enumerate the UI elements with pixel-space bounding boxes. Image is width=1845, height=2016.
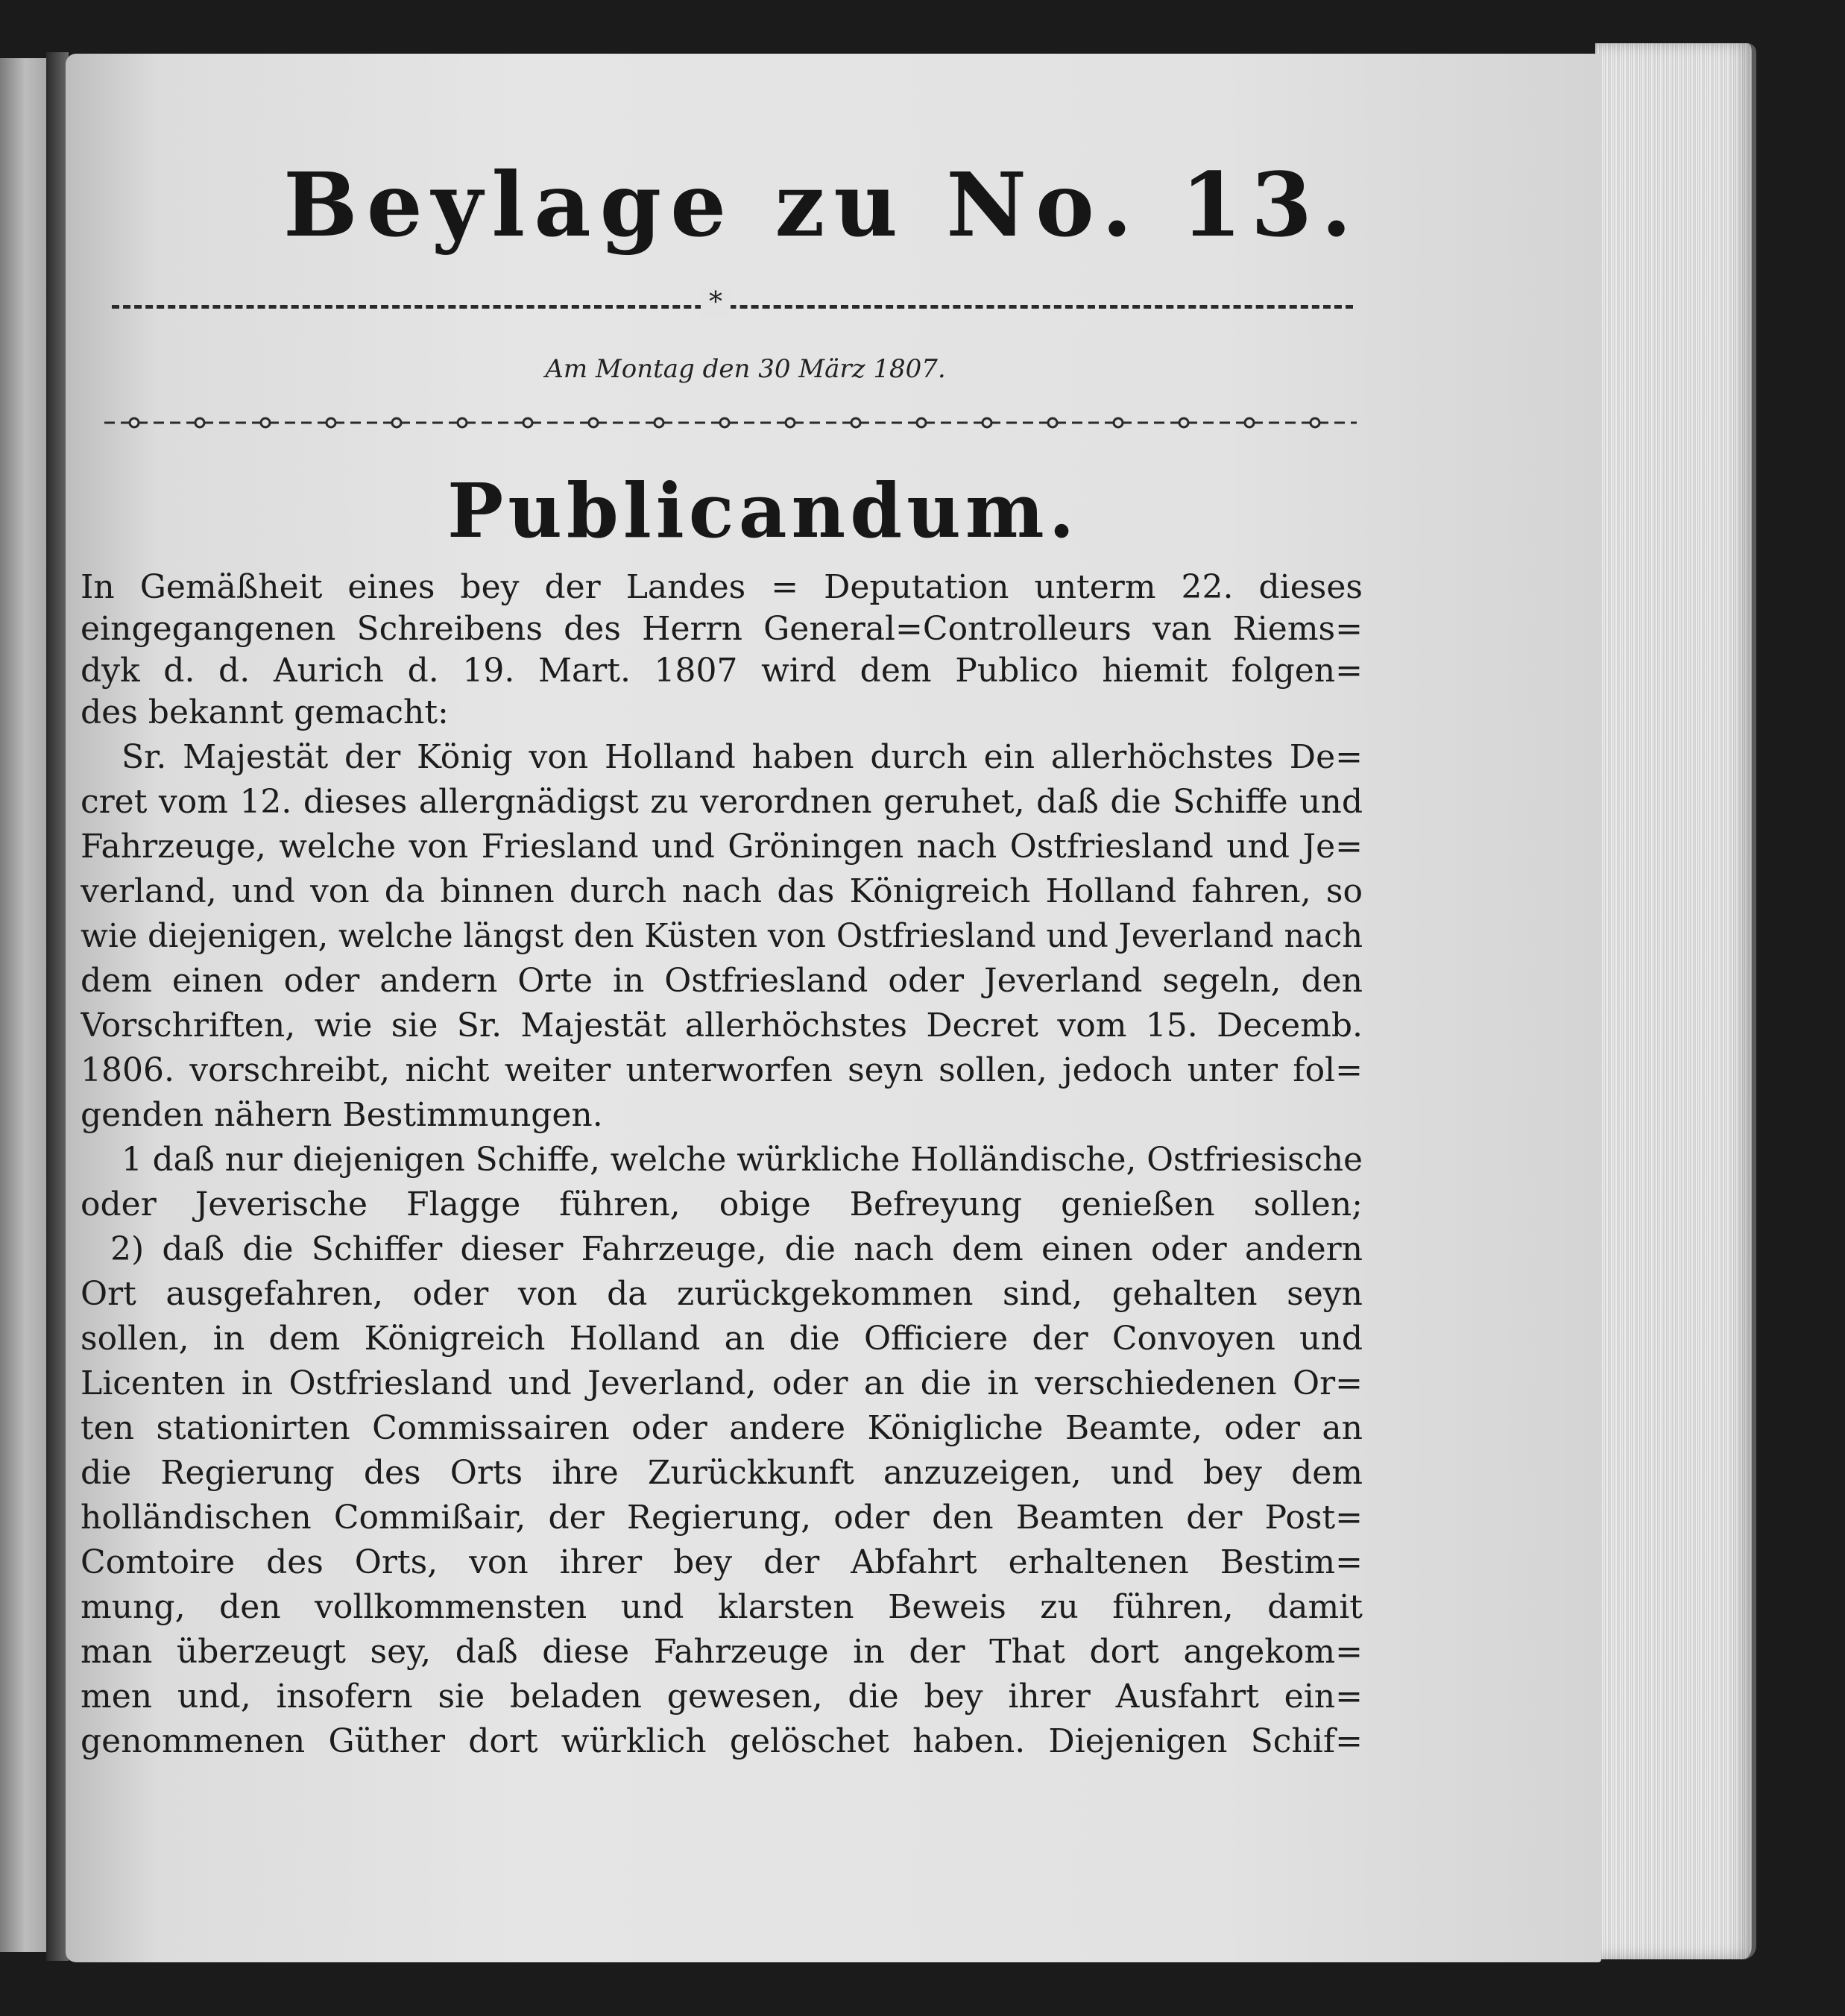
text-line: sollen, in dem Königreich Holland an die Officiere der Convoyen und — [81, 1320, 1363, 1358]
text-line: eingegangenen Schreibens des Herrn General=Controlleurs van Riems= — [81, 610, 1363, 648]
text-line: cret vom 12. dieses allergnädigst zu verordnen geruhet, daß die Schiffe und — [81, 783, 1363, 821]
bead — [1048, 418, 1057, 427]
beaded-separator — [104, 414, 1357, 432]
text-line: holländischen Commißair, der Regierung, oder den Beamten der Post= — [81, 1499, 1363, 1537]
text-line: Ort ausgefahren, oder von da zurückgekommen sind, gehalten seyn — [81, 1275, 1363, 1313]
bead — [458, 418, 467, 427]
text-line: verland, und von da binnen durch nach das Königreich Holland fahren, so — [81, 872, 1363, 910]
text-line: Comtoire des Orts, von ihrer bey der Abfahrt erhaltenen Bestim= — [81, 1543, 1363, 1581]
text-line: dem einen oder andern Orte in Ostfriesland oder Jeverland segeln, den — [81, 962, 1363, 1000]
text-line: dyk d. d. Aurich d. 19. Mart. 1807 wird dem Publico hiemit folgen= — [81, 652, 1363, 690]
bead — [392, 418, 401, 427]
text-line: Vorschriften, wie sie Sr. Majestät allerhöchstes Decret vom 15. Decemb. — [81, 1007, 1363, 1045]
bead — [589, 418, 598, 427]
text-line: oder Jeverische Flagge führen, obige Befreyung genießen sollen; — [81, 1185, 1363, 1223]
bead — [983, 418, 991, 427]
dateline: Am Montag den 30 März 1807. — [545, 354, 946, 384]
bead — [786, 418, 795, 427]
text-line: men und, insofern sie beladen gewesen, die bey ihrer Ausfahrt ein= — [81, 1678, 1363, 1716]
text-line: Sr. Majestät der König von Holland haben durch ein allerhöchstes De= — [122, 738, 1363, 776]
bead — [130, 418, 139, 427]
text-line: ten stationirten Commissairen oder andere Königliche Beamte, oder an — [81, 1409, 1363, 1447]
bead — [1311, 418, 1319, 427]
text-line: des bekannt gemacht: — [81, 693, 449, 731]
dashed-separator — [112, 287, 1353, 318]
article-heading: Publicandum. — [447, 467, 1079, 555]
text-line: Fahrzeuge, welche von Friesland und Gröningen nach Ostfriesland und Je= — [81, 828, 1363, 866]
text-line: 1 daß nur diejenigen Schiffe, welche würkliche Holländische, Ostfriesische — [122, 1141, 1363, 1179]
bead — [1179, 418, 1188, 427]
article-body — [81, 567, 1363, 1819]
text-line: 1806. vorschreibt, nicht weiter unterworfen seyn sollen, jedoch unter fol= — [81, 1051, 1363, 1089]
text-line: Licenten in Ostfriesland und Jeverland, oder an die in verschiedenen Or= — [81, 1364, 1363, 1402]
text-line: man überzeugt sey, daß diese Fahrzeuge in der That dort angekom= — [81, 1633, 1363, 1671]
bead — [655, 418, 663, 427]
bead — [851, 418, 860, 427]
dashed-rule — [112, 305, 1353, 309]
supplement-title: Beylage zu No. 13. — [283, 153, 1361, 256]
text-line: In Gemäßheit eines bey der Landes = Deputation unterm 22. dieses — [81, 568, 1363, 606]
page-block-edges — [1595, 43, 1756, 1959]
text-line: die Regierung des Orts ihre Zurückkunft anzuzeigen, und bey dem — [81, 1454, 1363, 1492]
bead — [1114, 418, 1123, 427]
bead — [917, 418, 926, 427]
bead — [327, 418, 335, 427]
text-line: wie diejenigen, welche längst den Küsten von Ostfriesland und Jeverland nach — [81, 917, 1363, 955]
facing-page-edge — [0, 58, 46, 1952]
bead — [523, 418, 532, 427]
beaded-rule-ornament — [104, 418, 1357, 427]
separator-star: * — [701, 288, 731, 318]
bead — [195, 418, 204, 427]
text-line: genden nähern Bestimmungen. — [81, 1096, 603, 1134]
text-line: genommenen Güther dort würklich gelöschet haben. Diejenigen Schif= — [81, 1722, 1363, 1760]
bead — [261, 418, 270, 427]
bead — [1245, 418, 1254, 427]
bead — [720, 418, 729, 427]
text-line: 2) daß die Schiffer dieser Fahrzeuge, die nach dem einen oder andern — [110, 1230, 1363, 1268]
text-line: mung, den vollkommensten und klarsten Beweis zu führen, damit — [81, 1588, 1363, 1626]
